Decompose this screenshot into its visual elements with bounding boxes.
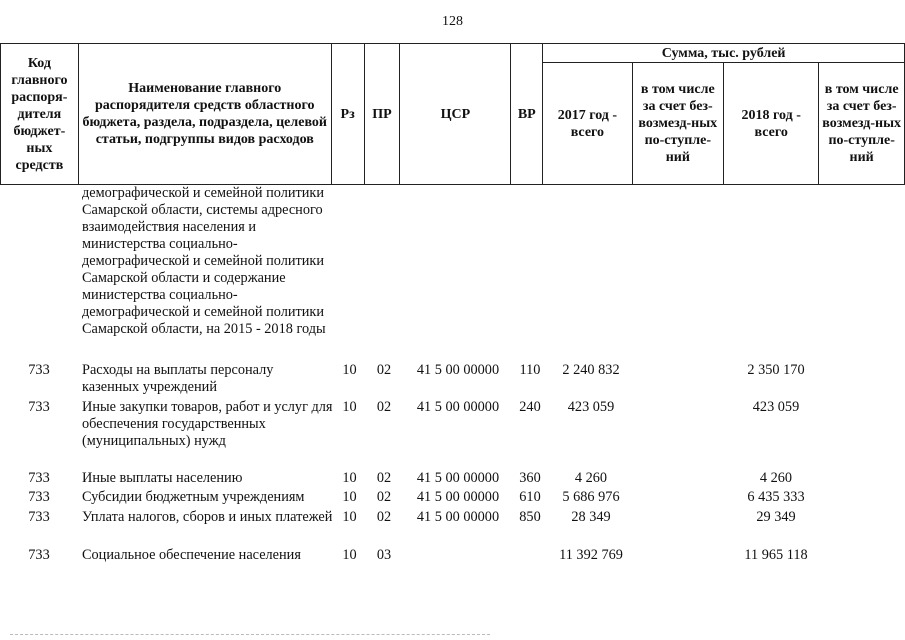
row-code: 733 (28, 489, 50, 505)
row-rz: 10 (342, 399, 357, 415)
row-sum-2018: 4 260 (759, 470, 793, 486)
row-sum-2018: 29 349 (756, 509, 796, 525)
row-name: Субсидии бюджетным учреждениям (82, 489, 305, 505)
row-sum-2017: 4 260 (574, 470, 608, 486)
row-pr: 03 (376, 547, 392, 563)
row-csr: 41 5 00 00000 (416, 470, 500, 486)
header-2017-gratuitous: в том числе за счет без-возмезд-ных по-ступле-ний (632, 63, 724, 185)
row-code: 733 (28, 509, 50, 525)
row-sum-2018: 423 059 (752, 399, 800, 415)
row-sum-2017: 5 686 976 (562, 489, 620, 505)
row-sum-2017: 28 349 (571, 509, 611, 525)
continuation-text: демографической и семейной политики Самарской области, системы адресного взаимодействия населения и министерства социально-демографической и семейной политики Самарской области и содержание министерства социально-демографической и семейной политики Самарской области, на 2015 - 2018 годы (82, 185, 326, 337)
row-code: 733 (28, 547, 50, 563)
row-pr: 02 (376, 489, 392, 505)
row-sum-2018: 6 435 333 (747, 489, 805, 505)
row-vr: 240 (519, 399, 541, 415)
row-vr: 360 (519, 470, 541, 486)
row-pr: 02 (376, 509, 392, 525)
row-code: 733 (28, 362, 50, 378)
row-pr: 02 (376, 470, 392, 486)
row-vr: 110 (519, 362, 541, 378)
page-number: 128 (442, 14, 463, 29)
row-sum-2017: 2 240 832 (562, 362, 620, 378)
row-sum-2017: 423 059 (567, 399, 615, 415)
header-2018-gratuitous: в том числе за счет без-возмезд-ных по-ступле-ний (819, 63, 905, 185)
row-pr: 02 (376, 399, 392, 415)
row-vr: 610 (519, 489, 541, 505)
row-rz: 10 (342, 489, 357, 505)
row-pr: 02 (376, 362, 392, 378)
header-name: Наименование главного распорядителя средств областного бюджета, раздела, подраздела, целевой статьи, подгруппы видов расходов (78, 44, 331, 185)
row-code: 733 (28, 399, 50, 415)
row-rz: 10 (342, 547, 357, 563)
scan-artifact-line (10, 634, 490, 635)
row-sum-2017: 11 392 769 (559, 547, 623, 563)
header-2017-total: 2017 год - всего (543, 63, 632, 185)
row-csr: 41 5 00 00000 (416, 399, 500, 415)
header-csr: ЦСР (400, 44, 511, 185)
row-rz: 10 (342, 509, 357, 525)
header-rz: Рз (331, 44, 364, 185)
row-code: 733 (28, 470, 50, 486)
row-sum-2018: 11 965 118 (744, 547, 808, 563)
row-name: Расходы на выплаты персоналу казенных учреждений (82, 362, 274, 395)
row-vr: 850 (519, 509, 541, 525)
row-csr: 41 5 00 00000 (416, 362, 500, 378)
row-rz: 10 (342, 470, 357, 486)
row-csr: 41 5 00 00000 (416, 489, 500, 505)
header-vr: ВР (511, 44, 543, 185)
header-code: Код главного распоря-дителя бюджет-ных средств (1, 44, 79, 185)
row-name: Социальное обеспечение населения (82, 547, 301, 563)
row-sum-2018: 2 350 170 (747, 362, 805, 378)
header-2018-total: 2018 год - всего (724, 63, 819, 185)
row-name: Уплата налогов, сборов и иных платежей (82, 509, 333, 525)
row-rz: 10 (342, 362, 357, 378)
table-header (0, 43, 905, 185)
row-csr: 41 5 00 00000 (416, 509, 500, 525)
header-sum: Сумма, тыс. рублей (543, 44, 905, 63)
header-pr: ПР (364, 44, 400, 185)
row-name: Иные закупки товаров, работ и услуг для обеспечения государственных (муниципальных) нужд (82, 399, 333, 449)
row-name: Иные выплаты населению (82, 470, 243, 486)
